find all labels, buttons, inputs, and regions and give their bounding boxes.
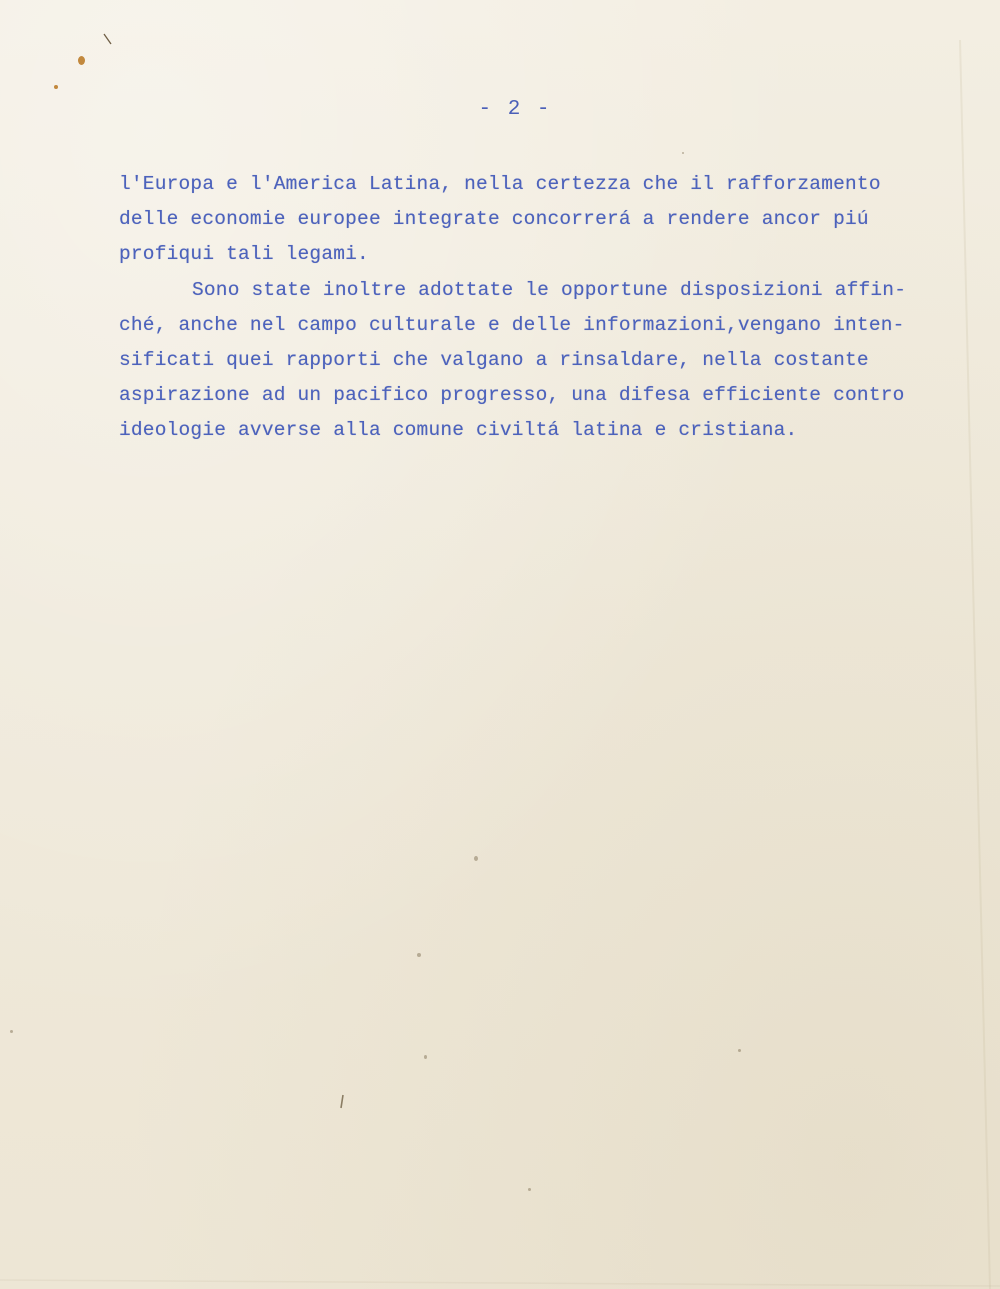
body-line: Sono state inoltre adottate le opportune disposizioni affin- xyxy=(192,279,907,301)
paper-speck xyxy=(682,152,684,154)
rust-stain xyxy=(54,85,58,89)
body-line: profiqui tali legami. xyxy=(119,243,369,265)
paper-speck xyxy=(424,1055,427,1059)
rust-stain xyxy=(78,56,85,65)
body-line: ideologie avverse alla comune civiltá latina e cristiana. xyxy=(119,419,798,441)
paper-speck xyxy=(738,1049,741,1052)
paper-speck xyxy=(10,1030,13,1033)
body-line: l'Europa e l'America Latina, nella certezza che il rafforzamento xyxy=(119,173,881,195)
body-line: ché, anche nel campo culturale e delle informazioni,vengano inten- xyxy=(119,314,905,336)
paper-speck xyxy=(417,953,421,957)
body-line: aspirazione ad un pacifico progresso, una difesa efficiente contro xyxy=(119,384,905,406)
paper-speck xyxy=(474,856,478,861)
body-line: sificati quei rapporti che valgano a rinsaldare, nella costante xyxy=(119,349,869,371)
paper-speck xyxy=(528,1188,531,1191)
body-line: delle economie europee integrate concorrerá a rendere ancor piú xyxy=(119,208,869,230)
page-number: - 2 - xyxy=(478,98,552,121)
